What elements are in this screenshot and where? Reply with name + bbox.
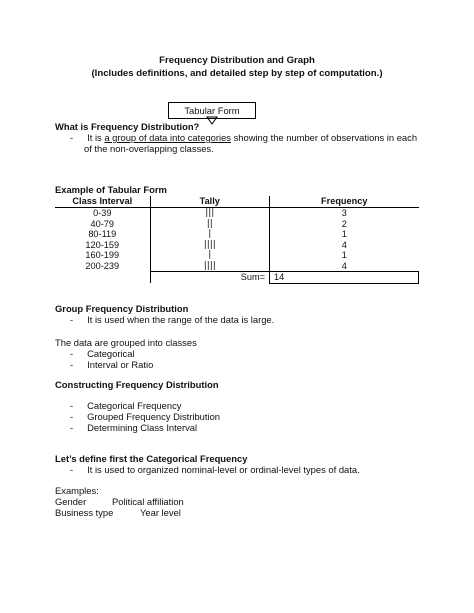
- tally-cell: ||: [150, 219, 269, 230]
- what-is-heading: What is Frequency Distribution?: [55, 121, 200, 132]
- sum-label: Sum=: [150, 272, 269, 284]
- item-text: It is used when the range of the data is large.: [87, 314, 275, 325]
- group-freq-heading: Group Frequency Distribution: [55, 303, 189, 314]
- list-item: [70, 348, 135, 359]
- sum-value: 14: [270, 272, 419, 284]
- interval-cell: 200-239: [85, 260, 120, 271]
- tally-cell: |||: [150, 208, 269, 219]
- tally-cell: ||||: [150, 240, 269, 251]
- dash: -: [70, 132, 74, 143]
- frequency-cell: 2: [341, 218, 347, 229]
- example-year: Year level: [140, 507, 181, 518]
- sum-row: [55, 272, 419, 284]
- dash: -: [70, 348, 74, 359]
- frequency-cell: 4: [341, 260, 347, 271]
- frequency-table: [55, 196, 419, 284]
- what-is-line1: [70, 132, 417, 143]
- column-header-tally: Tally: [150, 196, 269, 208]
- column-header-frequency: Frequency: [270, 196, 419, 208]
- arrow-down-icon: [206, 116, 218, 126]
- frequency-cell: 3: [341, 208, 347, 218]
- frequency-cell: 1: [341, 250, 347, 260]
- column-header-interval: Class Interval: [55, 196, 150, 208]
- grouped-into-intro: The data are grouped into classes: [55, 337, 197, 348]
- dash: -: [70, 314, 74, 325]
- blank-cell: [55, 272, 150, 284]
- dash: -: [70, 464, 74, 475]
- item-text: It is used to organized nominal-level or ordinal-level types of data.: [87, 464, 360, 475]
- frequency-cell: 1: [341, 229, 347, 239]
- list-item: [70, 422, 197, 433]
- item-text: Interval or Ratio: [87, 359, 154, 370]
- tally-cell: |: [150, 229, 269, 240]
- item-text: Categorical: [87, 348, 135, 359]
- page-title: Frequency Distribution and Graph: [159, 55, 315, 66]
- page-subtitle: (Includes definitions, and detailed step by step of computation.): [91, 68, 383, 79]
- table-row: [55, 240, 419, 251]
- item-text: Categorical Frequency: [87, 400, 182, 411]
- constructing-heading: Constructing Frequency Distribution: [55, 379, 219, 390]
- categorical-item: [70, 464, 360, 475]
- dash: -: [70, 359, 74, 370]
- tabular-form-box: Tabular Form: [168, 102, 256, 119]
- dash: -: [70, 422, 74, 433]
- interval-cell: 120-159: [85, 239, 120, 250]
- example-business: Business type: [55, 507, 114, 518]
- table-row: [55, 219, 419, 230]
- interval-cell: 80-119: [88, 229, 117, 239]
- tally-cell: |: [150, 250, 269, 261]
- examples-label: Examples:: [55, 485, 99, 496]
- dash: -: [70, 411, 74, 422]
- dash: -: [70, 400, 74, 411]
- interval-cell: 0-39: [93, 208, 112, 218]
- table-row: [55, 250, 419, 261]
- interval-cell: 160-199: [85, 250, 120, 260]
- table-row: [55, 261, 419, 272]
- example-gender: Gender: [55, 496, 87, 507]
- list-item: [70, 411, 220, 422]
- tally-cell: ||||: [150, 261, 269, 272]
- list-item: [70, 359, 153, 370]
- interval-cell: 40-79: [90, 218, 115, 229]
- categorical-heading: Let’s define first the Categorical Frequency: [55, 453, 248, 464]
- table-row: [55, 229, 419, 240]
- example-political: Political affiliation: [112, 496, 184, 507]
- text-segment: showing the number of observations in each: [230, 132, 418, 143]
- text-segment: It is: [87, 132, 105, 143]
- what-is-line2: of the non-overlapping classes.: [84, 143, 214, 154]
- list-item: [70, 400, 181, 411]
- frequency-cell: 4: [341, 239, 347, 250]
- example-heading: Example of Tabular Form: [55, 184, 167, 195]
- item-text: Grouped Frequency Distribution: [87, 411, 221, 422]
- table-row: [55, 208, 419, 219]
- item-text: Determining Class Interval: [87, 422, 198, 433]
- group-freq-item: [70, 314, 274, 325]
- underlined-phrase: a group of data into categories: [104, 132, 231, 143]
